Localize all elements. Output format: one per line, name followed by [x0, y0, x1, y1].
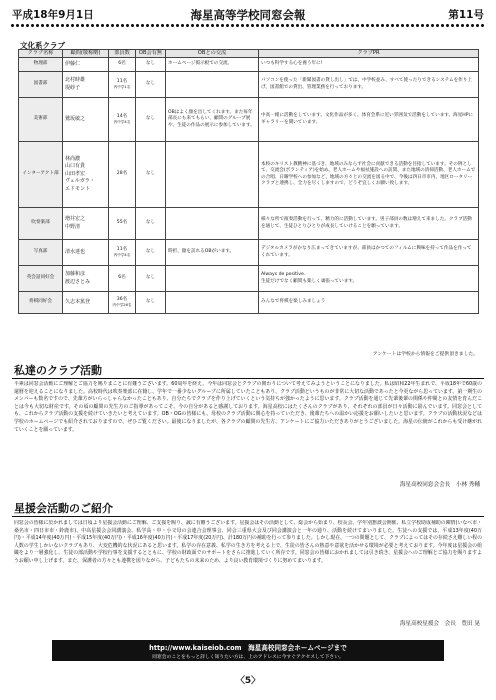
member-count [109, 58, 136, 72]
table-footnote: アンケートは学校から情報をご提供頂きました。 [372, 352, 478, 357]
club-pr: みんなで将棋を楽しみましょう [259, 292, 479, 314]
club-pr: パソコンを使った「新聞図書の貸し出し」では、中学校並み、すべて使ったりできるシステムを作り上げ、図書館での貸出、管理業務を行っております。 [259, 72, 479, 98]
ob-exchange: OBはよく顔を出してくれます。また毎年部長にも来てもらい、顧問のグループ展や、生徒の作品の展示に参加しています。 [166, 98, 259, 142]
club-name: 写真部 [19, 240, 63, 266]
ob-status: なし [136, 266, 166, 292]
table-row [19, 292, 479, 314]
member-count [109, 98, 136, 142]
table-row [19, 142, 479, 208]
member-count [109, 266, 136, 292]
footer-note: 同窓会のことをもっと詳しく知りたい方は、上のアドレスに今すぐアクセスして下さい。 [152, 655, 344, 660]
dotted-divider [10, 23, 486, 28]
ob-status: なし [136, 240, 166, 266]
article-body: 平素は同窓会活動にご理解とご協力を賜りまことに有難うございます。60周年を終え、今年は同窓会とクラブの関わりについて考えてみようということになりました。私は昭和22年生まれで、平成18年で60歳の還暦を迎えることになりました。高校時代は吹奏楽部に在籍し、学年で一番少ないグループに所属していたこともあり、クラブ活動というものが非常に大切な活動であったと今更ながら思っています。第一期生のメンバーも数名ですので、先輩方がいらっしゃらなかったこともあり、自分たちでクラブを作り上げていくという気持ちが強かったように思います。クラブ活動を通じて先輩後輩の関係や仲間との友情を育んだことは今も大切な財産です。その頃の顧問の先生方のご指導があってこそ、今の自分があると感謝しております。海星高校にはたくさんのクラブがあり、それぞれの部員が日々活動に励んでいます。同窓会としても、これからクラブ活動の支援を続けていきたいと考えています。OB・OGの皆様にも、母校のクラブ活動に関心を持っていただき、後輩たちへの温かい応援をお願いしたいと思います。クラブの活動状況などは学校のホームページでも紹介されておりますので、ぜひご覧ください。最後になりましたが、各クラブの顧問の先生方、アンケートにご協力いただきありがとうございました。海星の伝統がこれからも受け継がれていくことを願っています。 [14, 381, 482, 433]
member-count-value: 55名 [116, 220, 128, 226]
advisor-names: 増井宏之 中野清 [63, 208, 109, 240]
member-count-value: 11名 [116, 79, 128, 84]
issue-date: 平成18年9月1日 [12, 9, 94, 21]
member-count [109, 240, 136, 266]
heading-rule [12, 378, 484, 379]
club-name: 美術部 [19, 98, 63, 142]
table-header-row [19, 50, 479, 58]
article-body: 同窓会の皆様に於かれましては日頃より星援会活動にご理解、ご支援を賜り、誠に有難うございます。星援会はその活動として、総会から始まり、校長会、学年別懇談会開催、私立学校助成補助の陳情(いなべ市・桑名市・四日市市・鈴鹿市)、中高星援会会同講演会、私学高・中・小父母の会連合会理事会、同会三重県大会及び同会講演会と一年の通り、活動を続けてまいりました。生徒への支援では、平成13年度(40万円)・平成14年度(40万円)・平成15年度(40万円)・平成16年度(40万円)・平成17年度(20万円)、計180万円の補助を行って参りました。しかし現在、一つの問題として、クラブによってはその存続さえ難しい程の人数の学生しかいないクラブもあり、大変危機的な状況にあると思います。私学の存在意義、私学の生き方を考える上で、生徒の皆さんの熱意や意欲を活かせる環境が必要と考えております。今年度は星援会の組織をより一層強化し、生徒の部活動や学校行事を支援するとともに、学校の財政面でのサポートをさらに推進していく所存です。同窓会の皆様におかれましては引き続き、星援会へのご理解とご協力を賜りますようお願い申し上げます。また、保護者の方々とも連携を図りながら、子どもたちの未来のため、より良い教育環境づくりに努めてまいります。 [14, 520, 482, 564]
ob-exchange [166, 292, 259, 314]
club-pr: デジタルカメラがかなり広まってきていますが、部員はかつてのフィルムに興味を持って作品を作ってくれています。 [259, 240, 479, 266]
article-signature: 海星高校星援会 会長 豊田 晃 [399, 621, 480, 627]
club-pr: 中高一緒に活動をしています。文化作品が多く、体育会系に近い雰囲気で活動をしています。海星HPにギャラリーを開いています。 [259, 98, 479, 142]
club-pr: いつも科学する心を養う年に! [259, 58, 479, 72]
ob-status: なし [136, 142, 166, 208]
member-count-note: 内中学26名 [112, 303, 132, 308]
page-number: 〈5〉 [235, 676, 261, 686]
ob-exchange [166, 208, 259, 240]
member-count [109, 72, 136, 98]
newsletter-title: 海星高等学校同窓会報 [190, 8, 306, 22]
member-count-value: 6名 [118, 61, 126, 67]
article-signature: 海星高校同窓会会長 小林 秀輔 [399, 482, 480, 488]
club-pr: Always de positive. 生徒だけでなく顧問も楽しく頑張っています。 [259, 266, 479, 292]
member-count-value: 11名 [116, 247, 128, 252]
ob-status: なし [136, 98, 166, 142]
ob-exchange [166, 72, 259, 98]
article-heading: 私達のクラブ活動 [14, 364, 102, 377]
column-header: 部員数 [109, 50, 136, 58]
ob-exchange [166, 142, 259, 208]
member-count-note: 内中学1名 [113, 85, 131, 90]
column-header: OB会有無 [136, 50, 166, 58]
table-row [19, 98, 479, 142]
ob-exchange [166, 266, 259, 292]
footer-url-text[interactable]: http://www.kaiseiob.com 海星高校同窓会ホームページまで [149, 644, 347, 652]
footer-banner [52, 640, 444, 661]
section-label: 文化系クラブ [20, 41, 65, 50]
advisor-names: 林尚濃 山口有貴 山田孝宏 ヴェルガラ・ エドモント [63, 142, 109, 208]
member-count [109, 142, 136, 208]
club-name: 物理部 [19, 58, 63, 72]
member-count-note: 内中学4名 [113, 120, 131, 125]
advisor-names: 鷲坂敏之 [63, 98, 109, 142]
advisor-names: 伊藤仁 [63, 58, 109, 72]
ob-status: なし [136, 72, 166, 98]
club-name: 将棋同好会 [19, 292, 63, 314]
column-header: クラブPR [259, 50, 479, 58]
member-count-value: 36名 [116, 297, 128, 302]
club-name: 図書部 [19, 72, 63, 98]
club-name: 吹奏楽部 [19, 208, 63, 240]
table-row [19, 208, 479, 240]
member-count-value: 6名 [118, 275, 126, 281]
column-header: クラブ名称 [19, 50, 63, 58]
table-row [19, 266, 479, 292]
club-pr: 本校のキリスト教精神に基づき、地域のみならず社会に貢献できる活動を目指しています。その例として、交流会(ボランティア)を始め、老人ホームや福祉施設への訪問、また地域の清掃活動、老人ホームでの合唱、日曜学校への参加など、地域の方々との交流を図る中で、今後は四日市市内、地区ロータリークラブと連携し、全力を尽くしますので、どうぞ宜しくお願い致します。 [259, 142, 479, 208]
table-row [19, 72, 479, 98]
column-header: 顧問(敬称略) [63, 50, 109, 58]
table-row [19, 58, 479, 72]
member-count-value: 28名 [116, 171, 128, 177]
masthead [12, 7, 484, 23]
advisor-names: 北村時雄 堤紗子 [63, 72, 109, 98]
advisor-names: 久志本篤登 [63, 292, 109, 314]
ob-exchange: 時折、顔を訪れるOBがいます。 [166, 240, 259, 266]
club-name: インターアクト部 [19, 142, 63, 208]
issue-number: 第11号 [448, 9, 484, 21]
ob-status: なし [136, 208, 166, 240]
advisor-names: 加藤和彦 渡辺さとみ [63, 266, 109, 292]
member-count [109, 208, 136, 240]
ob-exchange: ホームページ掲示板での交流。 [166, 58, 259, 72]
table-row [19, 240, 479, 266]
article-heading: 星援会活動のご紹介 [14, 502, 113, 515]
heading-rule [12, 516, 484, 517]
ob-status: なし [136, 292, 166, 314]
club-pr: 様々な所で演奏活動を行って、精力的に活動しています。男子部員の数は増えて来ました。クラブ活動を通じて、生徒ひとりひとりが成長していけることを願っています。 [259, 208, 479, 240]
advisor-names: 清水達也 [63, 240, 109, 266]
member-count-note: 内中学4名 [113, 253, 131, 258]
ob-status: なし [136, 58, 166, 72]
column-header: OBとの交流 [166, 50, 259, 58]
member-count-value: 14名 [116, 114, 128, 119]
club-table [18, 49, 479, 314]
club-name: 英会話同好会 [19, 266, 63, 292]
member-count [109, 292, 136, 314]
